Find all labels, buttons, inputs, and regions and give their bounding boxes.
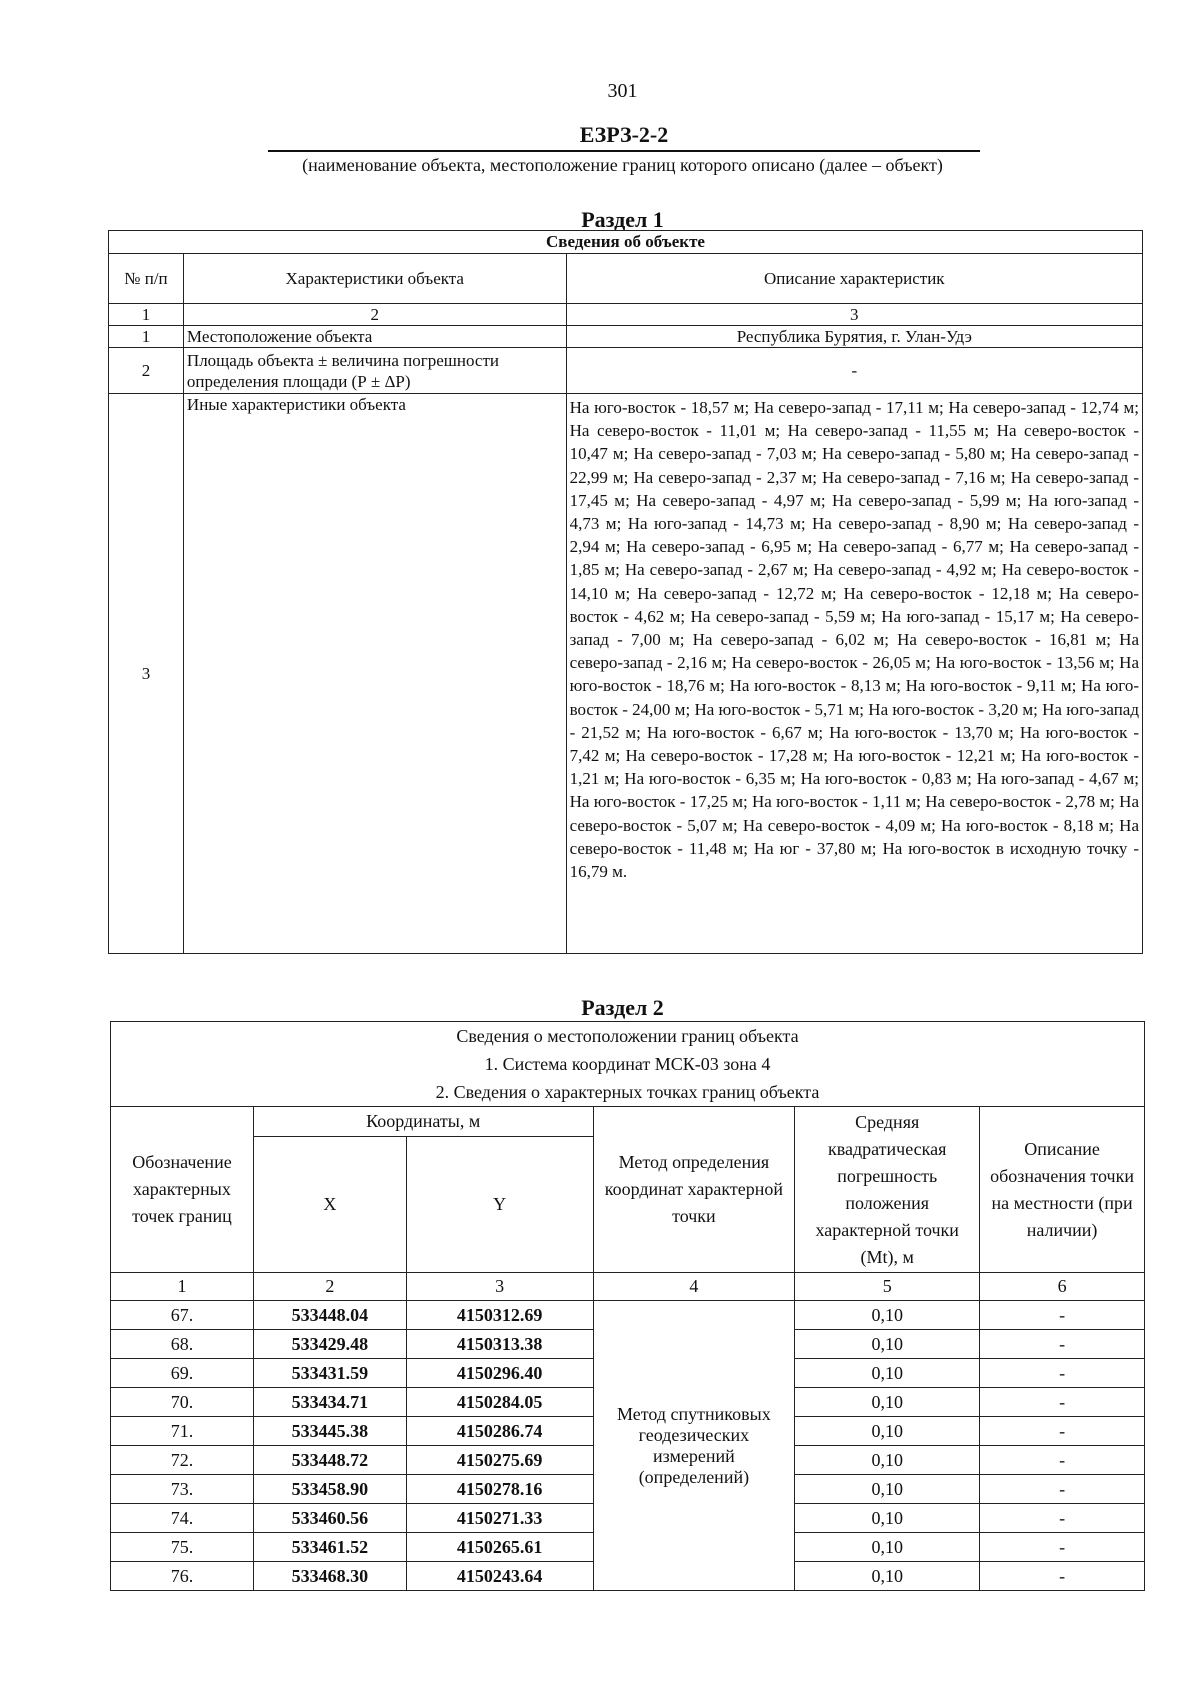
point-error: 0,10 (795, 1504, 980, 1533)
col-number: 2 (253, 1273, 406, 1301)
point-description: - (980, 1475, 1145, 1504)
table-row (109, 394, 1143, 954)
col-number: 1 (111, 1273, 254, 1301)
point-y: 4150278.16 (406, 1475, 593, 1504)
header-method: Метод определения координат характерной точки (593, 1107, 795, 1273)
point-error: 0,10 (795, 1446, 980, 1475)
row-num: 1 (109, 326, 184, 348)
col-number: 5 (795, 1273, 980, 1301)
row-num: 2 (109, 348, 184, 394)
point-error: 0,10 (795, 1359, 980, 1388)
point-y: 4150243.64 (406, 1562, 593, 1591)
header-num: № п/п (109, 254, 184, 304)
row-characteristic: Местоположение объекта (183, 326, 566, 348)
point-y: 4150312.69 (406, 1301, 593, 1330)
point-x: 533431.59 (253, 1359, 406, 1388)
point-x: 533445.38 (253, 1417, 406, 1446)
col-number: 4 (593, 1273, 795, 1301)
point-description: - (980, 1301, 1145, 1330)
row-characteristic: Площадь объекта ± величина погрешности определения площади (Р ± ΔР) (183, 348, 566, 394)
point-label: 71. (111, 1417, 254, 1446)
row-characteristic: Иные характеристики объекта (183, 394, 566, 954)
point-y: 4150286.74 (406, 1417, 593, 1446)
point-description: - (980, 1417, 1145, 1446)
point-x: 533460.56 (253, 1504, 406, 1533)
object-title: ЕЗРЗ-2-2 (579, 122, 669, 147)
title-underline (268, 150, 980, 152)
point-description: - (980, 1562, 1145, 1591)
point-y: 4150313.38 (406, 1330, 593, 1359)
point-description: - (980, 1388, 1145, 1417)
row-num: 3 (109, 394, 184, 954)
table-caption: Сведения о местоположении границ объекта (111, 1022, 1145, 1051)
col-number: 3 (566, 304, 1142, 326)
point-error: 0,10 (795, 1475, 980, 1504)
point-y: 4150271.33 (406, 1504, 593, 1533)
point-x: 533461.52 (253, 1533, 406, 1562)
point-x: 533458.90 (253, 1475, 406, 1504)
row-description: Республика Бурятия, г. Улан-Удэ (566, 326, 1142, 348)
point-y: 4150275.69 (406, 1446, 593, 1475)
object-caption: (наименование объекта, местоположение границ которого описано (далее – объект) (302, 155, 943, 175)
point-description: - (980, 1359, 1145, 1388)
point-x: 533434.71 (253, 1388, 406, 1417)
point-x: 533448.72 (253, 1446, 406, 1475)
object-info-table-title: Сведения об объекте (109, 231, 1143, 254)
point-label: 76. (111, 1562, 254, 1591)
point-x: 533468.30 (253, 1562, 406, 1591)
header-description: Описание характеристик (566, 254, 1142, 304)
row-description: - (566, 348, 1142, 394)
point-error: 0,10 (795, 1301, 980, 1330)
point-description: - (980, 1533, 1145, 1562)
point-label: 69. (111, 1359, 254, 1388)
row-description: На юго-восток - 18,57 м; На северо-запад - 17,11 м; На северо-запад - 12,74 м; На северо-восток - 11,01 м; На северо-запад - 11,55 м; На северо-восток - 10,47 м; На северо-запад - 7,03 м; На северо-запад - 5,80 м; На северо-запад - 22,99 м; На северо-запад - 2,37 м; На северо-запад - 7,16 м; На северо-запад - 17,45 м; На северо-запад - 4,97 м; На северо-запад - 5,99 м; На юго-запад - 4,73 м; На юго-запад - 14,73 м; На северо-запад - 8,90 м; На северо-запад - 2,94 м; На северо-запад - 6,95 м; На северо-запад - 6,77 м; На северо-запад - 1,85 м; На северо-запад - 2,67 м; На северо-запад - 4,92 м; На северо-восток - 14,10 м; На северо-запад - 12,72 м; На северо-восток - 12,18 м; На северо-восток - 4,62 м; На северо-запад - 5,59 м; На юго-запад - 15,17 м; На северо-запад - 7,00 м; На северо-запад - 6,02 м; На северо-восток - 16,81 м; На северо-запад - 2,16 м; На северо-восток - 26,05 м; На юго-восток - 13,56 м; На юго-восток - 18,76 м; На юго-восток - 8,13 м; На юго-восток - 9,11 м; На юго-восток - 24,00 м; На юго-восток - 5,71 м; На юго-восток - 3,20 м; На юго-запад - 21,52 м; На юго-восток - 6,67 м; На юго-восток - 13,70 м; На юго-восток - 7,42 м; На северо-восток - 17,28 м; На юго-восток - 12,21 м; На юго-восток - 1,21 м; На юго-восток - 6,35 м; На юго-восток - 0,83 м; На юго-запад - 4,67 м; На юго-восток - 17,25 м; На юго-восток - 1,11 м; На северо-восток - 2,78 м; На северо-восток - 5,07 м; На северо-восток - 4,09 м; На юго-восток - 8,18 м; На северо-восток - 11,48 м; На юг - 37,80 м; На юго-восток в исходную точку - 16,79 м. (566, 394, 1142, 954)
section1-title: Раздел 1 (581, 207, 664, 232)
point-label: 74. (111, 1504, 254, 1533)
coordinate-system: 1. Система координат МСК-03 зона 4 (111, 1050, 1145, 1078)
header-coords: Координаты, м (253, 1107, 593, 1137)
point-error: 0,10 (795, 1417, 980, 1446)
points-body (111, 1301, 1145, 1591)
point-y: 4150296.40 (406, 1359, 593, 1388)
col-number: 6 (980, 1273, 1145, 1301)
method-cell: Метод спутниковых геодезических измерений (определений) (593, 1301, 795, 1591)
point-error: 0,10 (795, 1533, 980, 1562)
point-description: - (980, 1446, 1145, 1475)
point-y: 4150284.05 (406, 1388, 593, 1417)
point-label: 68. (111, 1330, 254, 1359)
table-row (111, 1301, 1145, 1330)
table-row (109, 326, 1143, 348)
point-y: 4150265.61 (406, 1533, 593, 1562)
points-caption: 2. Сведения о характерных точках границ объекта (111, 1078, 1145, 1107)
point-x: 533429.48 (253, 1330, 406, 1359)
table-row (109, 348, 1143, 394)
section2-title: Раздел 2 (581, 995, 664, 1020)
col-number: 2 (183, 304, 566, 326)
page-number: 301 (607, 80, 638, 102)
point-label: 70. (111, 1388, 254, 1417)
point-x: 533448.04 (253, 1301, 406, 1330)
point-error: 0,10 (795, 1388, 980, 1417)
point-error: 0,10 (795, 1330, 980, 1359)
point-label: 75. (111, 1533, 254, 1562)
header-x: X (253, 1137, 406, 1273)
point-error: 0,10 (795, 1562, 980, 1591)
header-description: Описание обозначения точки на местности (при наличии) (980, 1107, 1145, 1273)
object-info-table (108, 230, 1143, 954)
point-description: - (980, 1330, 1145, 1359)
header-characteristic: Характеристики объекта (183, 254, 566, 304)
header-error: Средняя квадратическая погрешность положения характерной точки (Mt), м (795, 1107, 980, 1273)
point-label: 72. (111, 1446, 254, 1475)
col-number: 3 (406, 1273, 593, 1301)
point-label: 73. (111, 1475, 254, 1504)
point-description: - (980, 1504, 1145, 1533)
point-label: 67. (111, 1301, 254, 1330)
header-y: Y (406, 1137, 593, 1273)
header-point: Обозначение характерных точек границ (111, 1107, 254, 1273)
col-number: 1 (109, 304, 184, 326)
boundary-points-table (110, 1021, 1145, 1591)
